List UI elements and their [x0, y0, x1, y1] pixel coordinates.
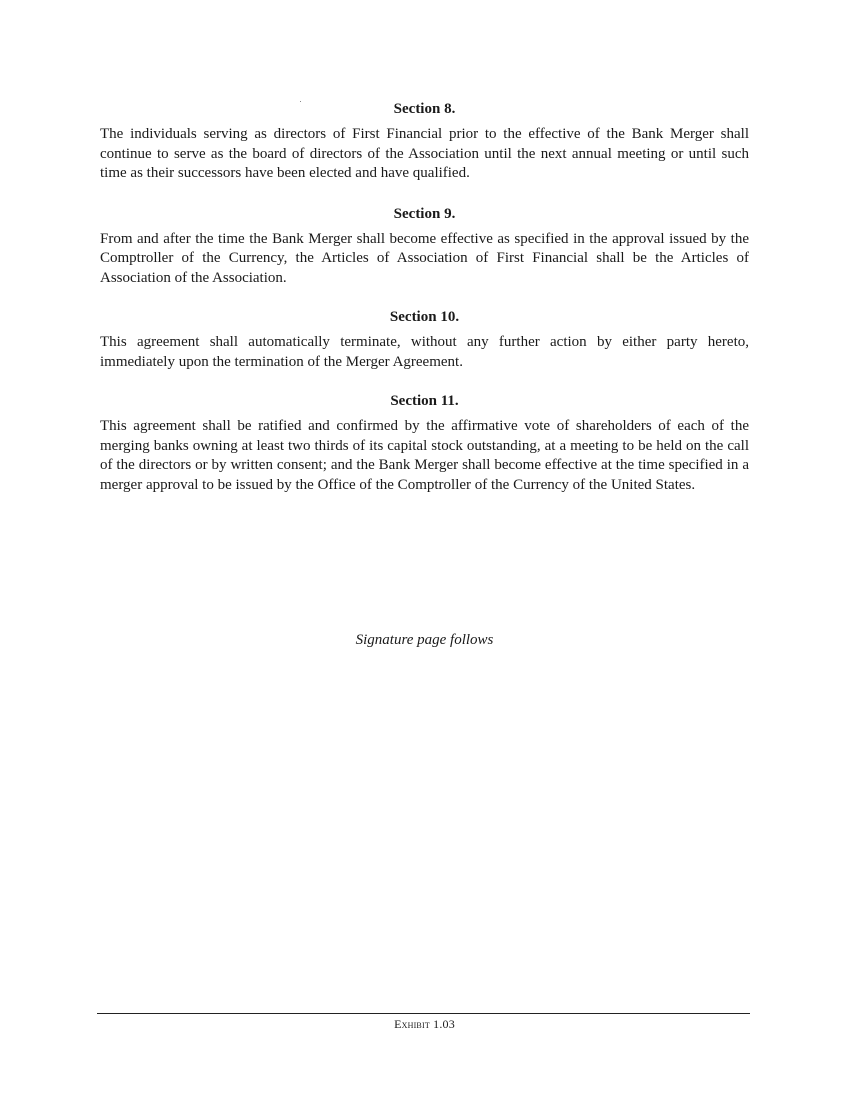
section-10	[100, 307, 749, 372]
section-8-body: The individuals serving as directors of First Financial prior to the effective of the Bank Merger shall continue to serve as the board of directors of the Association until the next annual meeting or until such time as their successors have been elected and have qualified.	[100, 126, 749, 181]
exhibit-footer-label: Exhibit 1.03	[394, 1017, 455, 1031]
signature-page-note: Signature page follows	[355, 632, 494, 648]
section-11	[100, 391, 749, 495]
section-10-heading: Section 10.	[389, 309, 460, 325]
section-8-heading: Section 8.	[393, 101, 456, 117]
footer-divider	[97, 1013, 750, 1014]
section-9-body: From and after the time the Bank Merger shall become effective as specified in the approval issued by the Comptroller of the Currency, the Articles of Association of First Financial shall be the Articles of Association of the Association.	[100, 230, 749, 286]
document-page	[100, 99, 749, 495]
section-9-heading: Section 9.	[393, 205, 456, 222]
section-11-heading: Section 11.	[390, 393, 459, 409]
section-10-body: This agreement shall automatically terminate, without any further action by either party hereto, immediately upon the termination of the Merger Agreement.	[100, 334, 749, 370]
section-9	[100, 204, 749, 289]
section-11-body: This agreement shall be ratified and confirmed by the affirmative vote of shareholders of each of the merging banks owning at least two thirds of its capital stock outstanding, at a meeting to be held on the call of the directors or by written consent; and the Bank Merger shall become effective at the time specified in a merger approval to be issued by the Office of the Comptroller of the Currency of the United States.	[100, 418, 749, 493]
section-8	[100, 99, 749, 184]
